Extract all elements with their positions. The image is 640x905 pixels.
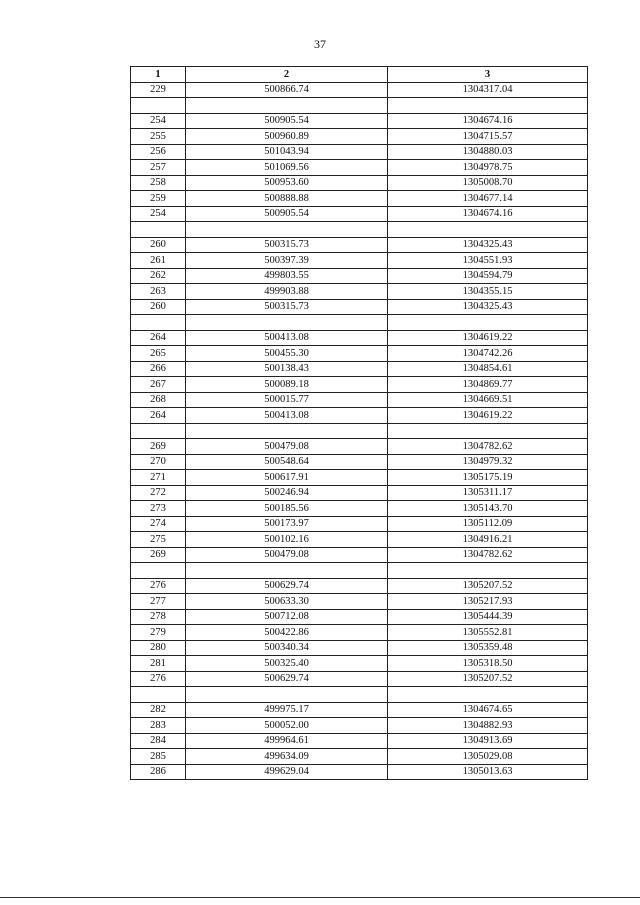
table-row — [131, 532, 588, 548]
y-coordinate-cell: 1305311.17 — [388, 485, 588, 501]
table-row — [131, 160, 588, 176]
y-coordinate-cell: 1305112.09 — [388, 516, 588, 532]
table-row — [131, 656, 588, 672]
y-coordinate-cell — [388, 315, 588, 331]
table-header — [131, 67, 588, 83]
y-coordinate-cell: 1305143.70 — [388, 501, 588, 517]
x-coordinate-cell: 500089.18 — [186, 377, 388, 393]
table-row — [131, 361, 588, 377]
point-number-cell: 270 — [131, 454, 186, 470]
y-coordinate-cell: 1304916.21 — [388, 532, 588, 548]
table-row — [131, 454, 588, 470]
x-coordinate-cell: 500548.64 — [186, 454, 388, 470]
y-coordinate-cell: 1304594.79 — [388, 268, 588, 284]
y-coordinate-cell: 1304782.62 — [388, 547, 588, 563]
point-number-cell: 280 — [131, 640, 186, 656]
table-row — [131, 330, 588, 346]
y-coordinate-cell: 1305207.52 — [388, 671, 588, 687]
table-row — [131, 749, 588, 765]
point-number-cell: 260 — [131, 299, 186, 315]
point-number-cell: 283 — [131, 718, 186, 734]
x-coordinate-cell: 500015.77 — [186, 392, 388, 408]
table-row — [131, 594, 588, 610]
x-coordinate-cell: 499903.88 — [186, 284, 388, 300]
x-coordinate-cell — [186, 98, 388, 114]
table-row — [131, 82, 588, 98]
y-coordinate-cell — [388, 222, 588, 238]
header-row — [131, 67, 588, 83]
y-coordinate-cell: 1305008.70 — [388, 175, 588, 191]
x-coordinate-cell — [186, 423, 388, 439]
x-coordinate-cell — [186, 687, 388, 703]
table-row — [131, 377, 588, 393]
point-number-cell: 261 — [131, 253, 186, 269]
x-coordinate-cell: 500960.89 — [186, 129, 388, 145]
x-coordinate-cell: 500325.40 — [186, 656, 388, 672]
coordinates-table — [130, 66, 588, 780]
x-coordinate-cell: 499975.17 — [186, 702, 388, 718]
y-coordinate-cell — [388, 98, 588, 114]
point-number-cell: 282 — [131, 702, 186, 718]
y-coordinate-cell: 1304854.61 — [388, 361, 588, 377]
y-coordinate-cell: 1304669.51 — [388, 392, 588, 408]
y-coordinate-cell: 1304882.93 — [388, 718, 588, 734]
y-coordinate-cell: 1304619.22 — [388, 408, 588, 424]
table-row — [131, 516, 588, 532]
table-row — [131, 640, 588, 656]
x-coordinate-cell: 499634.09 — [186, 749, 388, 765]
table-row — [131, 191, 588, 207]
table-row — [131, 718, 588, 734]
table-row — [131, 268, 588, 284]
table-row — [131, 222, 588, 238]
table-row — [131, 625, 588, 641]
point-number-cell: 286 — [131, 764, 186, 780]
table-row — [131, 144, 588, 160]
page-number: 37 — [314, 37, 326, 51]
y-coordinate-cell: 1304551.93 — [388, 253, 588, 269]
y-coordinate-cell: 1304979.32 — [388, 454, 588, 470]
x-coordinate-cell: 500455.30 — [186, 346, 388, 362]
x-coordinate-cell: 500905.54 — [186, 206, 388, 222]
point-number-cell — [131, 423, 186, 439]
y-coordinate-cell: 1304742.26 — [388, 346, 588, 362]
x-coordinate-cell: 499964.61 — [186, 733, 388, 749]
point-number-cell: 263 — [131, 284, 186, 300]
point-number-cell: 229 — [131, 82, 186, 98]
y-coordinate-cell: 1305207.52 — [388, 578, 588, 594]
y-coordinate-cell: 1304674.16 — [388, 206, 588, 222]
point-number-cell — [131, 315, 186, 331]
y-coordinate-cell: 1304355.15 — [388, 284, 588, 300]
x-coordinate-cell: 500185.56 — [186, 501, 388, 517]
point-number-cell: 259 — [131, 191, 186, 207]
x-coordinate-cell: 500866.74 — [186, 82, 388, 98]
x-coordinate-cell: 500629.74 — [186, 671, 388, 687]
table-row — [131, 671, 588, 687]
x-coordinate-cell: 500138.43 — [186, 361, 388, 377]
point-number-cell: 278 — [131, 609, 186, 625]
y-coordinate-cell: 1304913.69 — [388, 733, 588, 749]
y-coordinate-cell: 1304674.16 — [388, 113, 588, 129]
y-coordinate-cell: 1304325.43 — [388, 299, 588, 315]
table-row — [131, 284, 588, 300]
table-row — [131, 299, 588, 315]
x-coordinate-cell: 500953.60 — [186, 175, 388, 191]
table-row — [131, 253, 588, 269]
point-number-cell: 265 — [131, 346, 186, 362]
x-coordinate-cell: 499803.55 — [186, 268, 388, 284]
table-row — [131, 439, 588, 455]
table-row — [131, 113, 588, 129]
x-coordinate-cell: 500633.30 — [186, 594, 388, 610]
point-number-cell: 268 — [131, 392, 186, 408]
x-coordinate-cell: 499629.04 — [186, 764, 388, 780]
table-row — [131, 206, 588, 222]
header-col-3: 3 — [388, 67, 588, 83]
x-coordinate-cell: 500413.08 — [186, 408, 388, 424]
point-number-cell: 281 — [131, 656, 186, 672]
table-body — [131, 82, 588, 780]
y-coordinate-cell: 1305552.81 — [388, 625, 588, 641]
table-row — [131, 175, 588, 191]
table-row — [131, 733, 588, 749]
table-row — [131, 563, 588, 579]
table-row — [131, 346, 588, 362]
point-number-cell: 273 — [131, 501, 186, 517]
point-number-cell: 254 — [131, 113, 186, 129]
y-coordinate-cell: 1304674.65 — [388, 702, 588, 718]
x-coordinate-cell: 500905.54 — [186, 113, 388, 129]
y-coordinate-cell: 1304869.77 — [388, 377, 588, 393]
table-row — [131, 764, 588, 780]
header-col-1: 1 — [131, 67, 186, 83]
point-number-cell: 254 — [131, 206, 186, 222]
table-row — [131, 392, 588, 408]
point-number-cell: 255 — [131, 129, 186, 145]
table-row — [131, 578, 588, 594]
y-coordinate-cell: 1304978.75 — [388, 160, 588, 176]
x-coordinate-cell: 500102.16 — [186, 532, 388, 548]
point-number-cell: 267 — [131, 377, 186, 393]
table-row — [131, 129, 588, 145]
y-coordinate-cell: 1305029.08 — [388, 749, 588, 765]
table-row — [131, 237, 588, 253]
x-coordinate-cell: 500173.97 — [186, 516, 388, 532]
x-coordinate-cell: 501043.94 — [186, 144, 388, 160]
point-number-cell — [131, 687, 186, 703]
point-number-cell: 256 — [131, 144, 186, 160]
point-number-cell: 276 — [131, 671, 186, 687]
x-coordinate-cell: 500617.91 — [186, 470, 388, 486]
y-coordinate-cell: 1305217.93 — [388, 594, 588, 610]
y-coordinate-cell — [388, 563, 588, 579]
y-coordinate-cell: 1304619.22 — [388, 330, 588, 346]
table-row — [131, 470, 588, 486]
point-number-cell: 276 — [131, 578, 186, 594]
x-coordinate-cell — [186, 222, 388, 238]
x-coordinate-cell: 500479.08 — [186, 547, 388, 563]
y-coordinate-cell: 1304880.03 — [388, 144, 588, 160]
x-coordinate-cell: 500315.73 — [186, 237, 388, 253]
y-coordinate-cell: 1304677.14 — [388, 191, 588, 207]
x-coordinate-cell: 500413.08 — [186, 330, 388, 346]
table-row — [131, 98, 588, 114]
table-row — [131, 702, 588, 718]
x-coordinate-cell: 500315.73 — [186, 299, 388, 315]
x-coordinate-cell: 500629.74 — [186, 578, 388, 594]
x-coordinate-cell: 500479.08 — [186, 439, 388, 455]
x-coordinate-cell — [186, 315, 388, 331]
x-coordinate-cell: 500888.88 — [186, 191, 388, 207]
point-number-cell: 279 — [131, 625, 186, 641]
y-coordinate-cell — [388, 423, 588, 439]
x-coordinate-cell: 500246.94 — [186, 485, 388, 501]
point-number-cell: 262 — [131, 268, 186, 284]
table-row — [131, 501, 588, 517]
point-number-cell: 284 — [131, 733, 186, 749]
point-number-cell: 264 — [131, 330, 186, 346]
x-coordinate-cell: 500340.34 — [186, 640, 388, 656]
x-coordinate-cell: 500052.00 — [186, 718, 388, 734]
point-number-cell: 269 — [131, 439, 186, 455]
x-coordinate-cell: 500397.39 — [186, 253, 388, 269]
bottom-rule — [0, 897, 640, 898]
y-coordinate-cell: 1305013.63 — [388, 764, 588, 780]
point-number-cell: 275 — [131, 532, 186, 548]
y-coordinate-cell: 1304782.62 — [388, 439, 588, 455]
table-row — [131, 408, 588, 424]
table-row — [131, 423, 588, 439]
y-coordinate-cell: 1305318.50 — [388, 656, 588, 672]
point-number-cell: 269 — [131, 547, 186, 563]
table-row — [131, 609, 588, 625]
y-coordinate-cell: 1305175.19 — [388, 470, 588, 486]
point-number-cell: 258 — [131, 175, 186, 191]
table-row — [131, 315, 588, 331]
point-number-cell: 271 — [131, 470, 186, 486]
x-coordinate-cell: 500712.08 — [186, 609, 388, 625]
y-coordinate-cell: 1304325.43 — [388, 237, 588, 253]
table-row — [131, 687, 588, 703]
x-coordinate-cell: 501069.56 — [186, 160, 388, 176]
x-coordinate-cell: 500422.86 — [186, 625, 388, 641]
point-number-cell — [131, 563, 186, 579]
point-number-cell: 260 — [131, 237, 186, 253]
point-number-cell — [131, 98, 186, 114]
x-coordinate-cell — [186, 563, 388, 579]
point-number-cell — [131, 222, 186, 238]
y-coordinate-cell: 1304317.04 — [388, 82, 588, 98]
table-row — [131, 547, 588, 563]
point-number-cell: 264 — [131, 408, 186, 424]
header-col-2: 2 — [186, 67, 388, 83]
y-coordinate-cell: 1305444.39 — [388, 609, 588, 625]
point-number-cell: 277 — [131, 594, 186, 610]
point-number-cell: 285 — [131, 749, 186, 765]
y-coordinate-cell: 1304715.57 — [388, 129, 588, 145]
table-row — [131, 485, 588, 501]
point-number-cell: 274 — [131, 516, 186, 532]
y-coordinate-cell: 1305359.48 — [388, 640, 588, 656]
point-number-cell: 266 — [131, 361, 186, 377]
point-number-cell: 257 — [131, 160, 186, 176]
point-number-cell: 272 — [131, 485, 186, 501]
y-coordinate-cell — [388, 687, 588, 703]
